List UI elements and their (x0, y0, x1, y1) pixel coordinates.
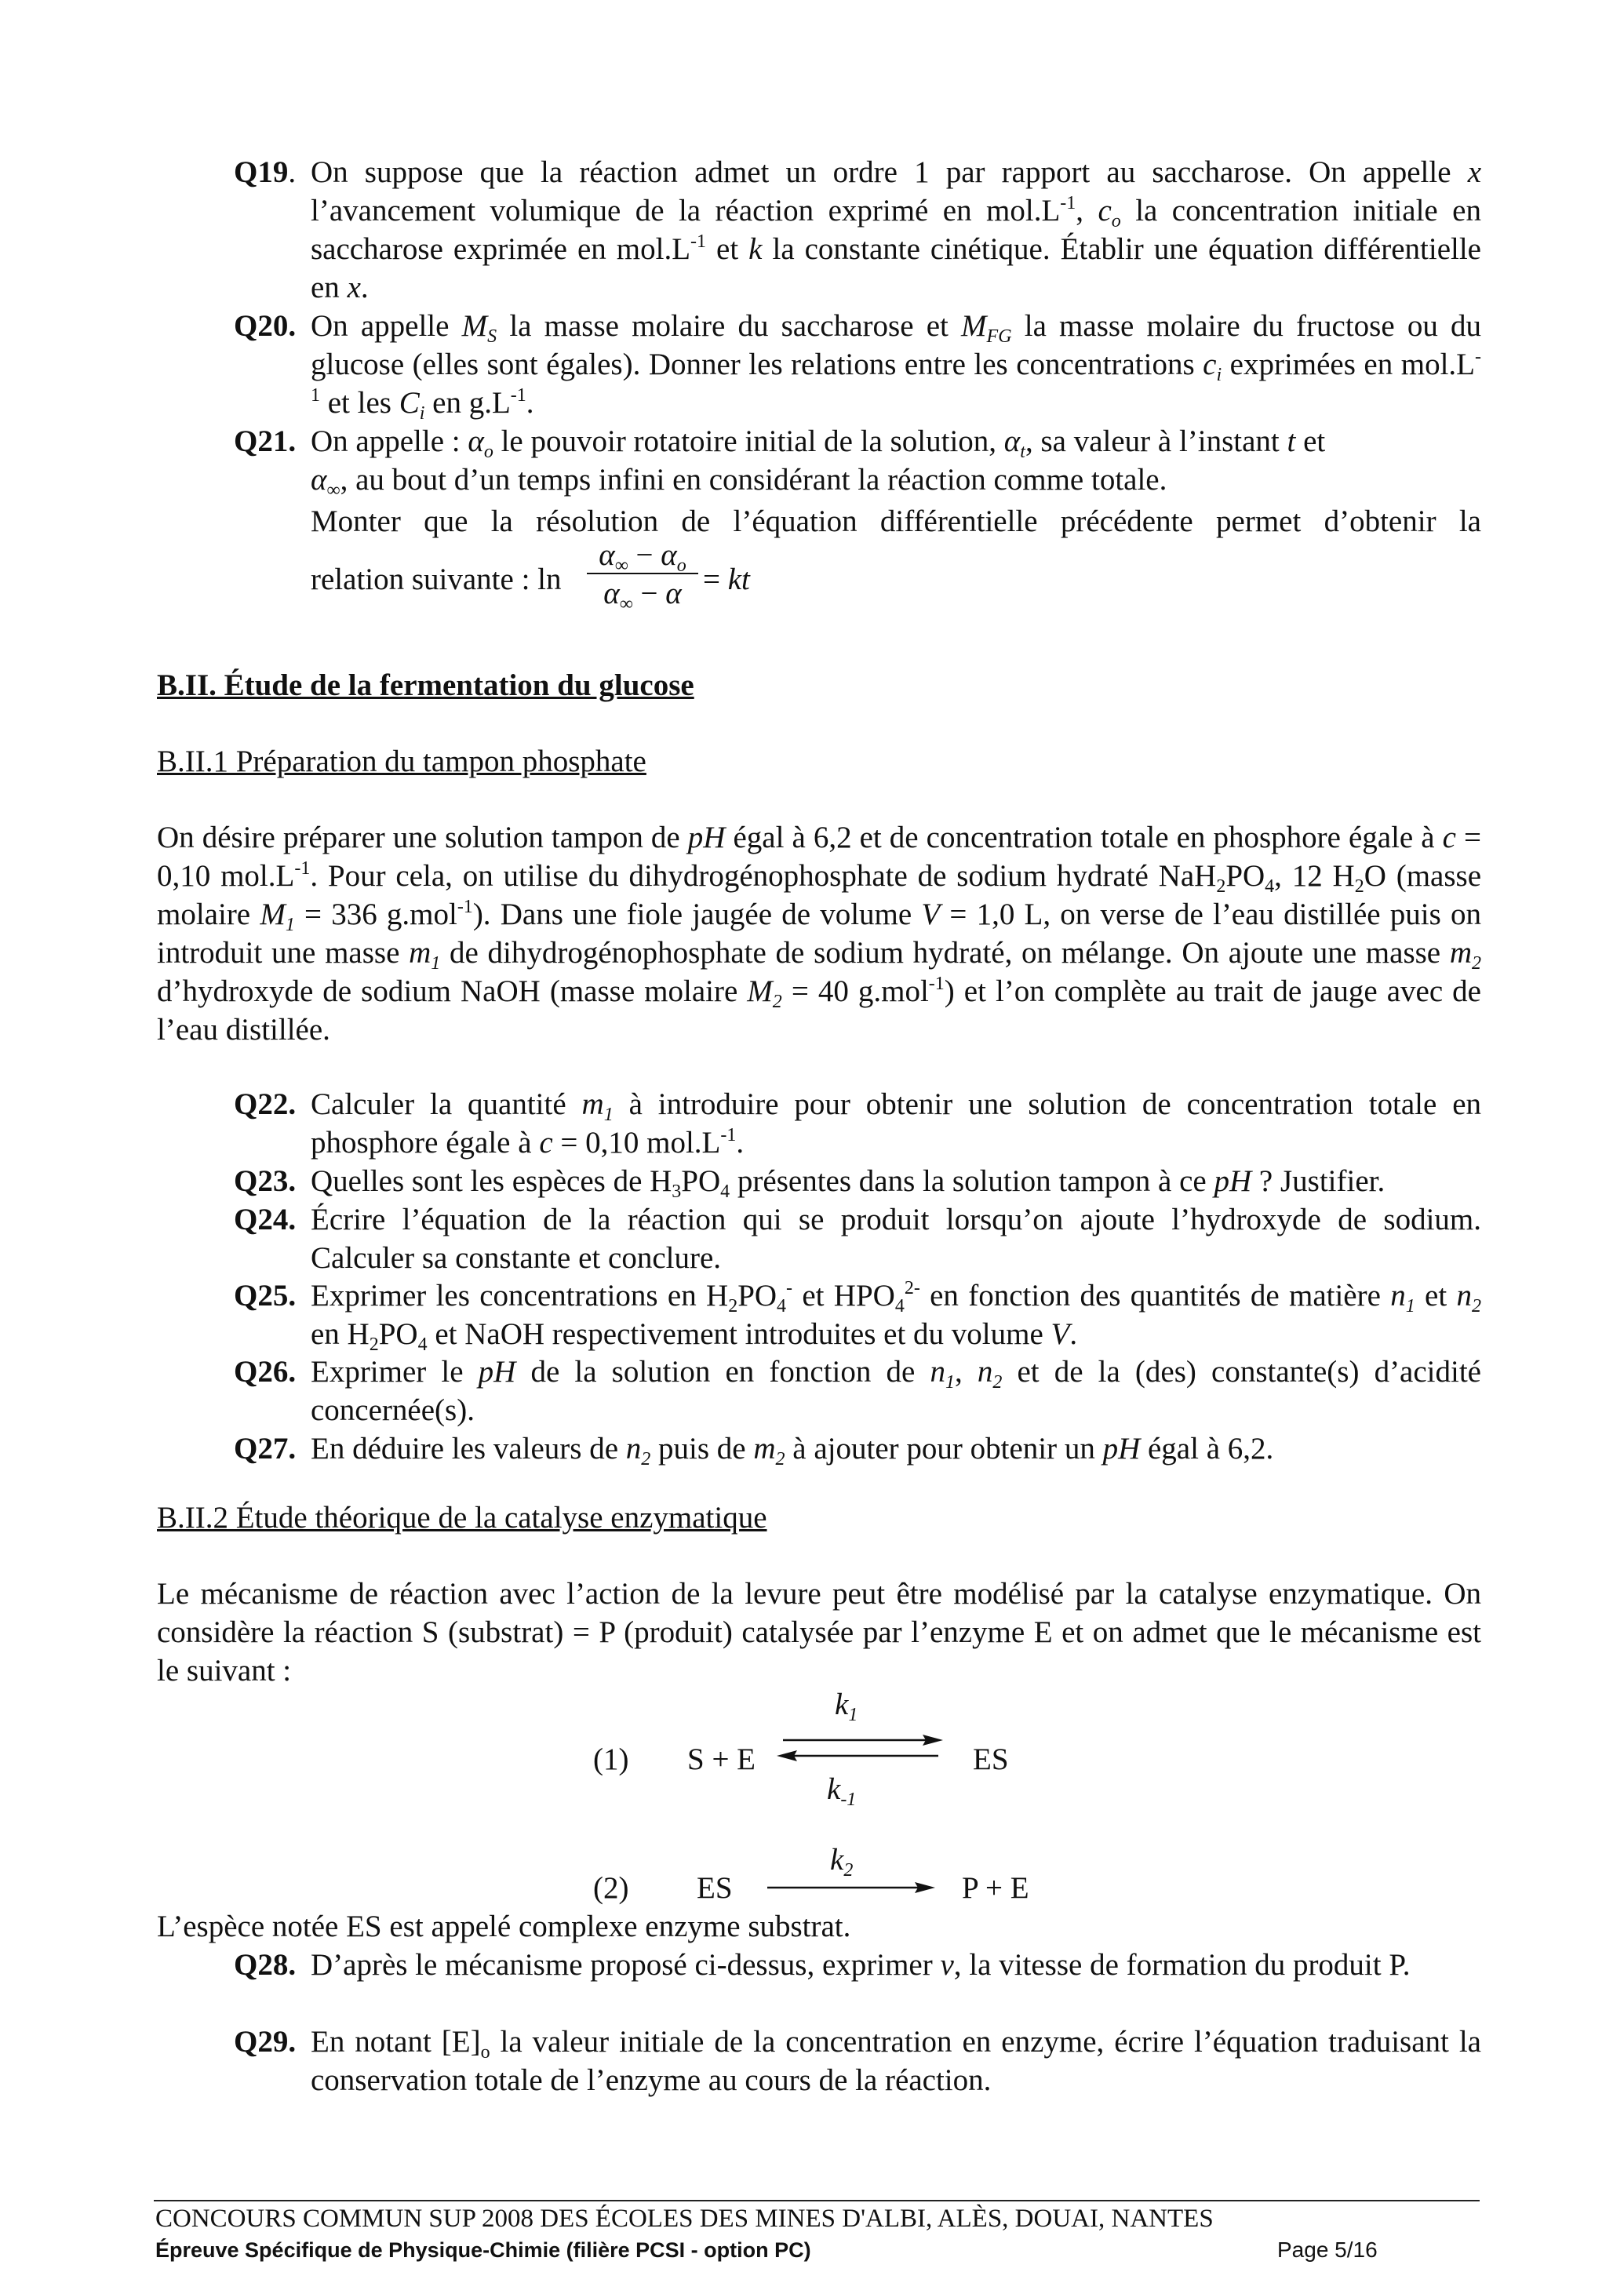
question-label: Q28. (234, 1948, 297, 1982)
question-text: Exprimer les concentrations en $H_2PO_4^-$ et $HPO_4^{2-}$ en fonction des quantités de matière $n_1$ et $n_2$ en $H_2PO_4$ et NaOH respectivement introduites et du volume V. (311, 1278, 1481, 1355)
section-title-b21: B.II.1 Préparation du tampon phosphate (157, 745, 646, 778)
reaction-2-number: (2) (593, 1871, 629, 1905)
q21-relation-label: relation suivante : ln (311, 563, 562, 596)
question-text: On suppose que la réaction admet un ordre 1 par rapport au saccharose. On appelle x l’avancement volumique de la réaction exprimé en $mol.L^{-1}$, $c_o$ la concentration initiale en saccharose exprimée en $mol.L^{-1}$ et k la constante cinétique. Établir une équation différentielle en x. (311, 155, 1481, 304)
question-text: Écrire l’équation de la réaction qui se produit lorsqu’on ajoute l’hydroxyde de sodium. Calculer sa constante et conclure. (311, 1203, 1481, 1275)
equilibrium-arrows (777, 1732, 949, 1764)
question-q28 (234, 1946, 1481, 1984)
paragraph-mechanism-intro: Le mécanisme de réaction avec l’action de la levure peut être modélisé par la catalyse enzymatique. On considère la réaction S (substrat) = P (produit) catalysée par l’enzyme E et on admet que le mécanisme est le suivant : (157, 1577, 1481, 1688)
question-label: Q20. (234, 309, 297, 343)
question-label: Q23. (234, 1164, 297, 1198)
rate-constant-k2: $k_2$ (830, 1843, 854, 1881)
question-text: En déduire les valeurs de $n_2$ puis de $m_2$ à ajouter pour obtenir un pH égal à 6,2. (311, 1432, 1274, 1469)
reaction-arrow (767, 1878, 940, 1897)
reaction-2-products: P + E (962, 1871, 1029, 1905)
footer-divider (154, 2200, 1480, 2201)
question-label: Q19. (234, 155, 297, 189)
section-title-b22: B.II.2 Étude théorique de la catalyse enzymatique (157, 1501, 767, 1535)
rate-constant-k1: $k_1$ (835, 1688, 858, 1725)
question-q22 (234, 1085, 1481, 1162)
reaction-1-products: ES (973, 1742, 1009, 1776)
question-text: D’après le mécanisme proposé ci-dessus, exprimer v, la vitesse de formation du produit P. (311, 1948, 1411, 1982)
footer-contest-title: CONCOURS COMMUN SUP 2008 DES ÉCOLES DES MINES D'ALBI, ALÈS, DOUAI, NANTES (155, 2205, 1214, 2233)
question-label: Q25. (234, 1279, 297, 1313)
page-number: Page 5/16 (1277, 2238, 1378, 2262)
question-q26 (234, 1353, 1481, 1429)
rate-constant-k-1: $k_{-1}$ (827, 1772, 857, 1810)
fraction-denominator: $\alpha_\infty - \alpha$ (603, 577, 682, 614)
question-label: Q24. (234, 1203, 297, 1236)
section-title-b2: B.II. Étude de la fermentation du glucose (157, 668, 694, 702)
paragraph-buffer-preparation: On désire préparer une solution tampon de pH égal à 6,2 et de concentration totale en phosphore égale à c = 0,10 $mol.L^{-1}$. Pour cela, on utilise du dihydrogénophosphate de sodium hydraté $NaH_2PO_4$, 12 $H_2O$ (masse molaire $M_1 = 336$ g.mol$^{-1}$). Dans une fiole jaugée de volume V = 1,0 L, on verse de l’eau distillée puis on introduit une masse $m_1$ de dihydrogénophosphate de sodium hydraté, on mélange. On ajoute une masse $m_2$ d’hydroxyde de sodium NaOH (masse molaire $M_2 = 40$ g.mol$^{-1}$) et l’on complète au trait de jauge avec de l’eau distillée. (157, 821, 1482, 1047)
footer-exam-title: Épreuve Spécifique de Physique-Chimie (filière PCSI - option PC) (155, 2238, 811, 2262)
q21-relation-rhs: = kt (703, 563, 750, 596)
question-text: Quelles sont les espèces de $H_3PO_4$ présentes dans la solution tampon à ce pH ? Justifier. (311, 1164, 1385, 1202)
question-label: Q22. (234, 1087, 297, 1121)
question-q29 (234, 2023, 1481, 2099)
question-text: Exprimer le pH de la solution en fonction de $n_1$, $n_2$ et de la (des) constante(s) d’acidité concernée(s). (311, 1355, 1481, 1427)
question-q27 (234, 1429, 1481, 1468)
question-label: Q29. (234, 2025, 297, 2059)
question-q23 (234, 1162, 1481, 1200)
question-text: On appelle : $\alpha_o$ le pouvoir rotatoire initial de la solution, $\alpha_t$, sa valeur à l’instant t et $\alpha_\infty$, au bout d’un temps infini en considérant la réaction comme totale. (311, 424, 1326, 501)
question-q25 (234, 1276, 1481, 1353)
question-text: En notant $[E]_o$ la valeur initiale de la concentration en enzyme, écrire l’équation traduisant la conservation totale de l’enzyme au cours de la réaction. (311, 2025, 1481, 2097)
question-q19 (234, 153, 1481, 307)
question-q21 (234, 422, 1481, 499)
q21-continuation: Monter que la résolution de l’équation différentielle précédente permet d’obtenir la (311, 504, 1481, 538)
question-label: Q27. (234, 1432, 297, 1466)
reaction-1-reactants: S + E (687, 1742, 756, 1776)
question-text: On appelle $M_S$ la masse molaire du saccharose et $M_{FG}$ la masse molaire du fructose ou du glucose (elles sont égales). Donner les relations entre les concentrations $c_i$ exprimées en $mol.L^{-1}$ et les $C_i$ en $g.L^{-1}$. (311, 309, 1482, 424)
fraction-numerator: $\alpha_\infty - \alpha_o$ (587, 538, 698, 574)
paragraph-complex-note: L’espèce notée ES est appelé complexe enzyme substrat. (157, 1910, 851, 1943)
question-q24 (234, 1200, 1481, 1277)
question-label: Q21. (234, 424, 297, 458)
reaction-1-number: (1) (593, 1742, 629, 1776)
question-q20 (234, 307, 1481, 422)
question-text: Calculer la quantité $m_1$ à introduire pour obtenir une solution de concentration totale en phosphore égale à c = 0,10 $mol.L^{-1}$. (311, 1087, 1482, 1160)
reaction-2-reactants: ES (697, 1871, 733, 1905)
question-label: Q26. (234, 1355, 297, 1389)
fraction (587, 538, 698, 614)
